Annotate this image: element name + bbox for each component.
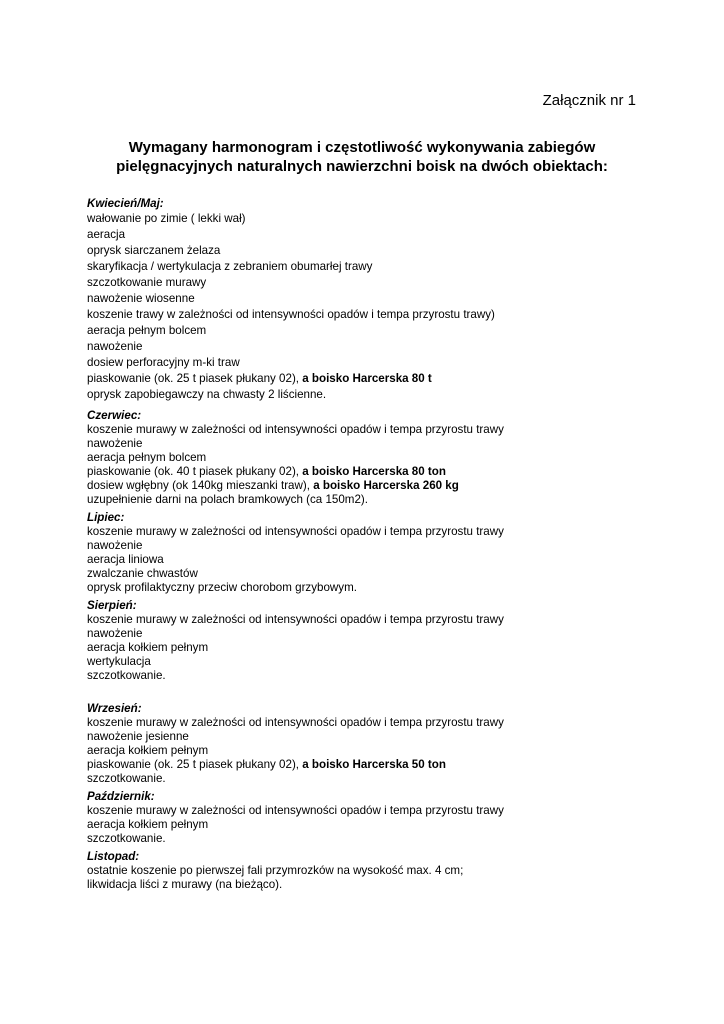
section-heading: Kwiecień/Maj: [87,197,164,210]
sanding-text: piaskowanie (ok. 40 t piasek płukany 02), [87,465,303,478]
list-item: wałowanie po zimie ( lekki wał) [87,212,246,225]
list-item: aeracja kołkiem pełnym [87,641,209,654]
section-july [87,511,687,595]
list-item: nawożenie wiosenne [87,292,195,305]
sanding-quantity: a boisko Harcerska 50 ton [302,758,446,771]
list-item: nawożenie [87,340,143,353]
list-item: uzupełnienie darni na polach bramkowych (ca 150m2). [87,493,368,506]
list-item: nawożenie [87,539,143,552]
list-item: koszenie murawy w zależności od intensywności opadów i tempa przyrostu trawy [87,804,504,817]
section-september [87,702,687,786]
list-item: koszenie murawy w zależności od intensywności opadów i tempa przyrostu trawy [87,423,504,436]
list-item: koszenie murawy w zależności od intensywności opadów i tempa przyrostu trawy [87,525,504,538]
list-item: koszenie murawy w zależności od intensywności opadów i tempa przyrostu trawy [87,613,504,626]
list-item: skaryfikacja / wertykulacja z zebraniem obumarłej trawy [87,260,373,273]
list-item: oprysk profilaktyczny przeciw chorobom grzybowym. [87,581,357,594]
section-heading: Wrzesień: [87,702,142,715]
sanding-text: piaskowanie (ok. 25 t piasek płukany 02), [87,372,303,385]
attachment-label: Załącznik nr 1 [542,92,636,109]
list-item: aeracja pełnym bolcem [87,451,207,464]
section-heading: Czerwiec: [87,409,142,422]
list-item: aeracja kołkiem pełnym [87,744,209,757]
list-item: nawożenie [87,437,143,450]
section-heading: Listopad: [87,850,140,863]
section-november [87,850,687,892]
list-item: oprysk siarczanem żelaza [87,244,221,257]
list-item: aeracja kołkiem pełnym [87,818,209,831]
list-item: wertykulacja [87,655,151,668]
document-title [80,138,644,176]
list-item: aeracja pełnym bolcem [87,324,207,337]
list-item: koszenie murawy w zależności od intensywności opadów i tempa przyrostu trawy [87,716,504,729]
list-item: nawożenie [87,627,143,640]
list-item-deep-seeding [87,479,687,493]
section-august [87,599,687,683]
list-item: dosiew perforacyjny m-ki traw [87,356,240,369]
list-item: koszenie trawy w zależności od intensywności opadów i tempa przyrostu trawy) [87,308,495,321]
list-item: aeracja [87,228,126,241]
list-item: aeracja liniowa [87,553,164,566]
sanding-quantity: a boisko Harcerska 80 ton [302,465,446,478]
list-item: szczotkowanie. [87,669,166,682]
sanding-quantity: a boisko Harcerska 80 t [302,372,432,385]
list-item: szczotkowanie. [87,772,166,785]
list-item: nawożenie jesienne [87,730,189,743]
list-item-sanding [87,465,687,479]
deep-seeding-text: dosiew wgłębny (ok 140kg mieszanki traw), [87,479,314,492]
section-heading: Lipiec: [87,511,125,524]
title-line-2: pielęgnacyjnych naturalnych nawierzchni boisk na dwóch obiektach: [116,158,608,175]
list-item: likwidacja liści z murawy (na bieżąco). [87,878,283,891]
list-item: oprysk zapobiegawczy na chwasty 2 liścienne. [87,388,327,401]
section-heading: Październik: [87,790,155,803]
section-april-may [87,197,687,403]
list-item-sanding [87,371,687,387]
sanding-text: piaskowanie (ok. 25 t piasek płukany 02), [87,758,303,771]
schedule-content [87,197,687,892]
title-line-1: Wymagany harmonogram i częstotliwość wykonywania zabiegów [128,139,596,156]
list-item: szczotkowanie. [87,832,166,845]
section-october [87,790,687,846]
list-item: ostatnie koszenie po pierwszej fali przymrozków na wysokość max. 4 cm; [87,864,464,877]
section-june [87,409,687,507]
deep-seeding-quantity: a boisko Harcerska 260 kg [313,479,459,492]
section-heading: Sierpień: [87,599,137,612]
list-item: szczotkowanie murawy [87,276,207,289]
list-item: zwalczanie chwastów [87,567,198,580]
list-item-sanding [87,758,687,772]
